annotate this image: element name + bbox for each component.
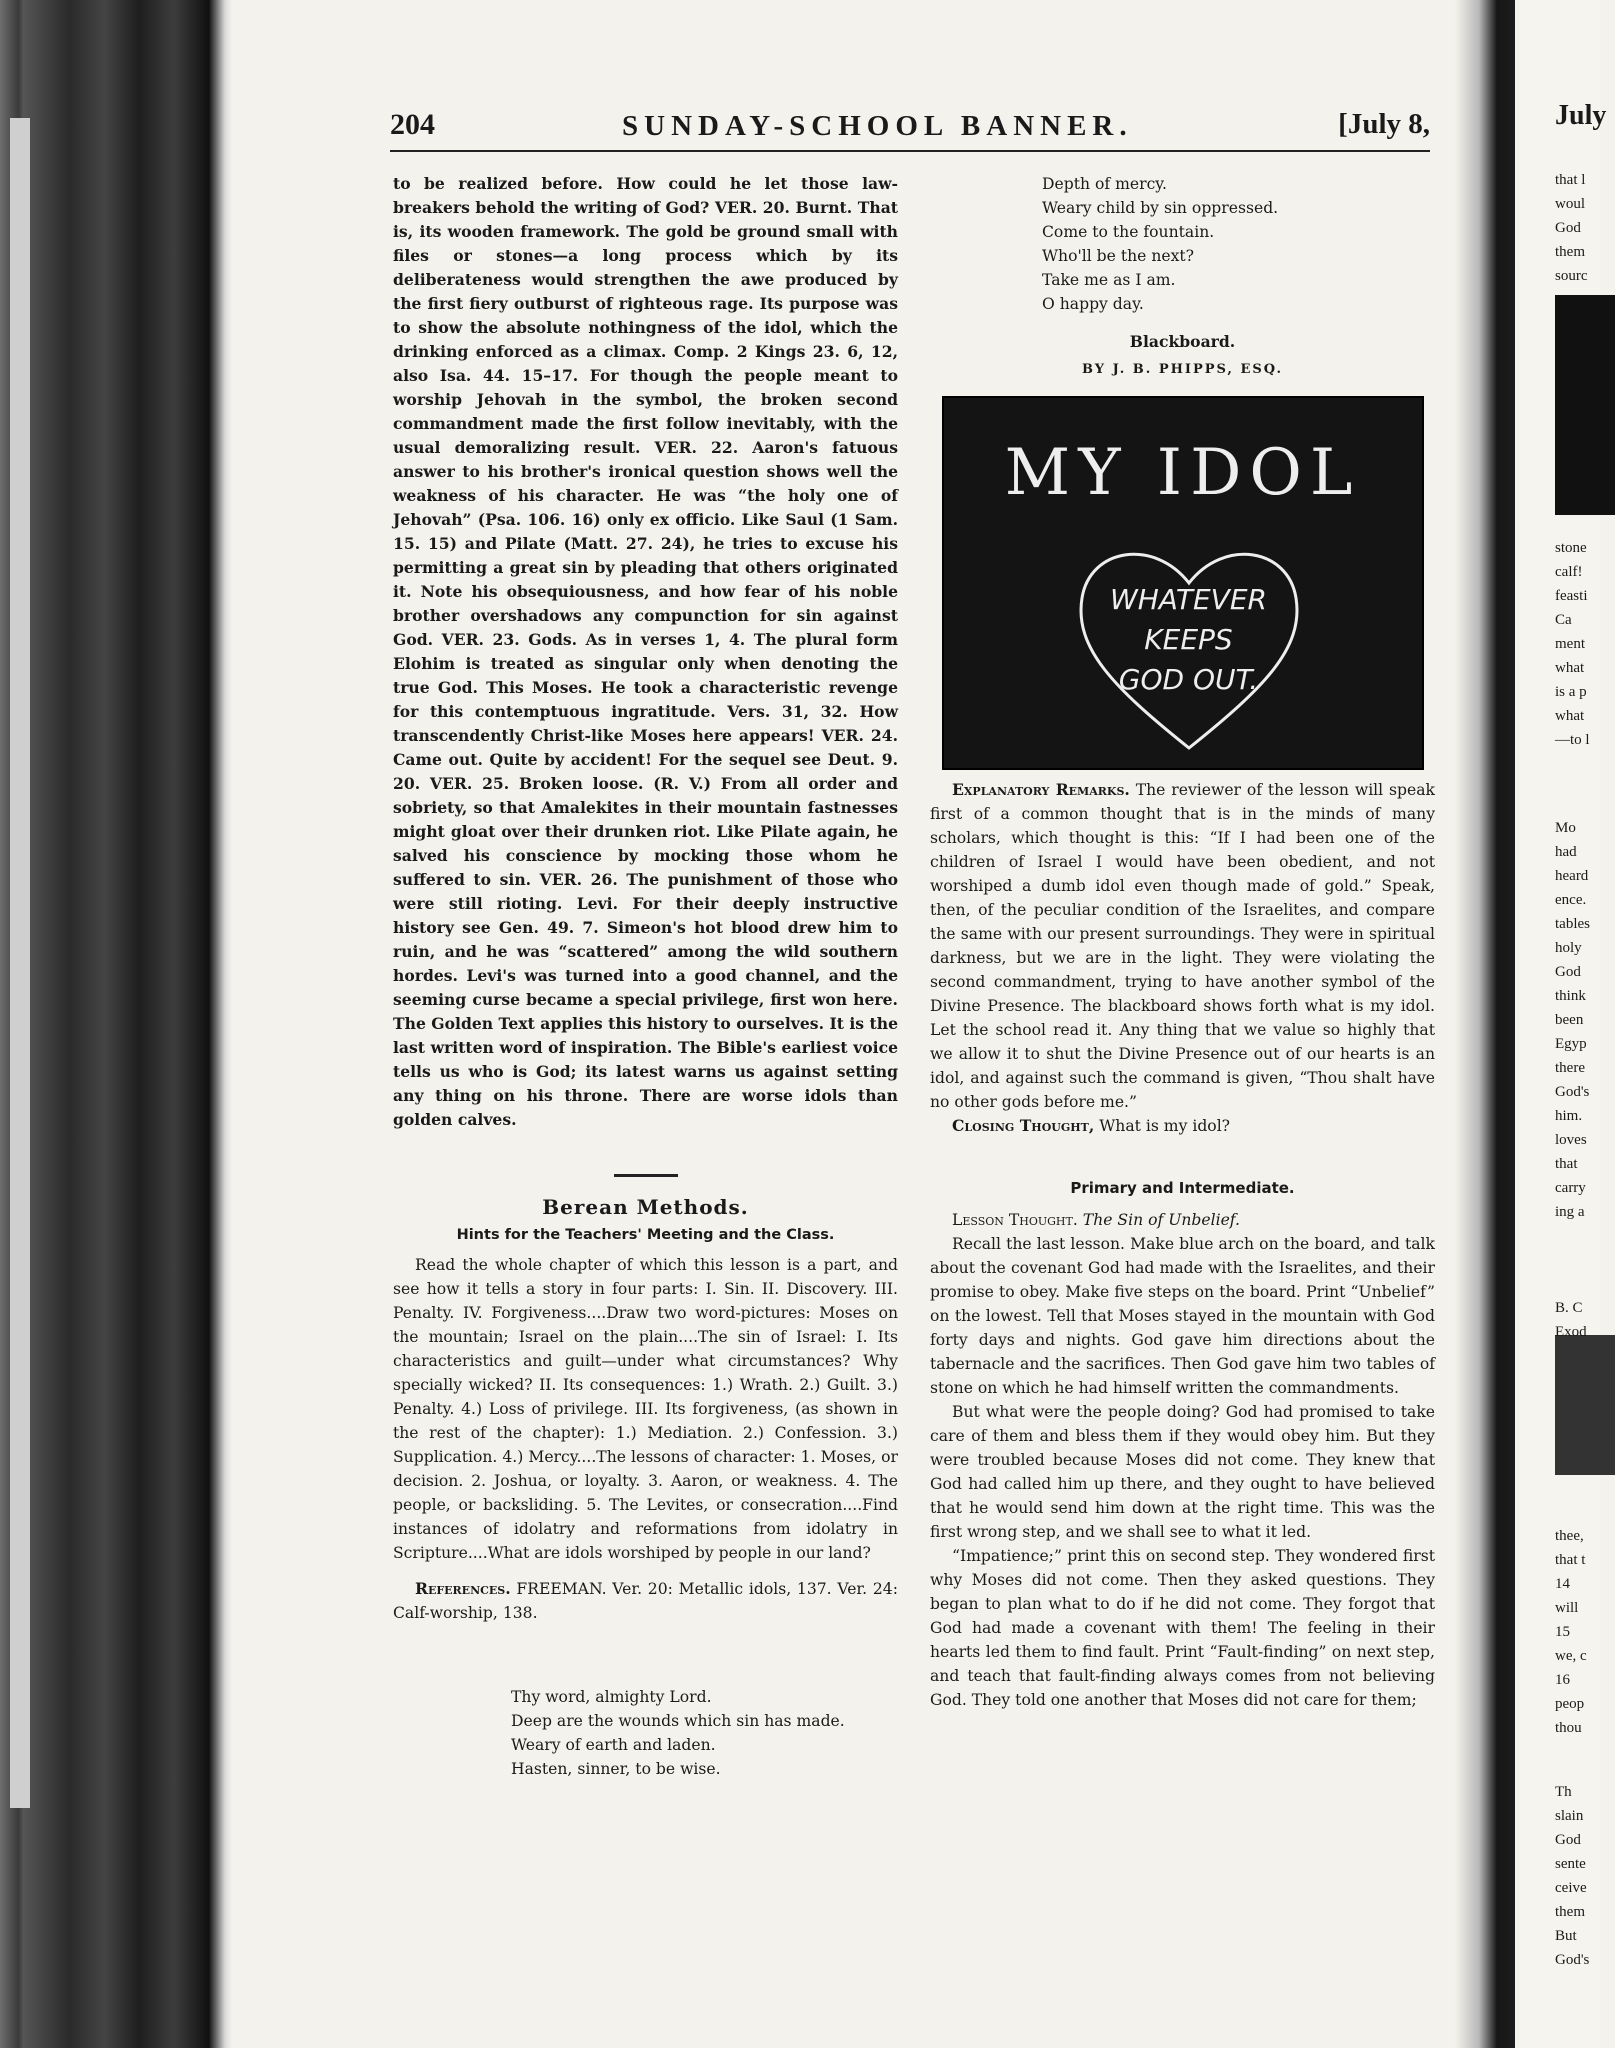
spine-edge	[10, 118, 30, 1808]
facing-page-line: ceive	[1555, 1880, 1587, 1896]
facing-page-line: will	[1555, 1600, 1579, 1616]
facing-page-line: loves	[1555, 1132, 1587, 1148]
heart-text	[1074, 580, 1304, 700]
heart-line: KEEPS	[1144, 623, 1233, 656]
facing-page-line: ing a	[1555, 1204, 1585, 1220]
facing-page-line: God	[1555, 1832, 1581, 1848]
facing-page-line: stone	[1555, 540, 1587, 556]
lesson-title: The Sin of Unbelief.	[1082, 1211, 1240, 1229]
facing-page-line: been	[1555, 1012, 1584, 1028]
facing-page-line: him.	[1555, 1108, 1583, 1124]
facing-page-image	[1555, 1335, 1615, 1475]
facing-page-line: Egyp	[1555, 1036, 1587, 1052]
primary-paragraph: Recall the last lesson. Make blue arch on the board, and talk about the covenant God had made with the Israelites, and their promise to obey. Make five steps on the board. Print “Unbelief” on the lowest. Tell that Moses stayed in the mountain with God forty days and nights. God gave him directions about the tabernacle and the sacrifices. Then God gave him two tables of stone on which he had himself written the commandments.	[930, 1235, 1435, 1397]
right-column	[930, 172, 1435, 1712]
running-title: SUNDAY-SCHOOL BANNER.	[622, 110, 1133, 142]
facing-page-line: there	[1555, 1060, 1585, 1076]
facing-page-line: slain	[1555, 1808, 1584, 1824]
facing-page-line: calf!	[1555, 564, 1583, 580]
explanatory-label: Explanatory Remarks.	[952, 780, 1130, 799]
facing-page-line: that	[1555, 1156, 1578, 1172]
header-rule	[390, 150, 1430, 152]
facing-page-line: ment	[1555, 636, 1585, 652]
facing-page-line: we, c	[1555, 1648, 1587, 1664]
facing-page-line: God's	[1555, 1952, 1590, 1968]
facing-page-line: that t	[1555, 1552, 1586, 1568]
facing-page-line: what	[1555, 708, 1585, 724]
facing-page-line: B. C	[1555, 1300, 1583, 1316]
hymn-line: Thy word, almighty Lord.	[511, 1688, 712, 1706]
facing-page-line: thee,	[1555, 1528, 1584, 1544]
facing-page-line: sente	[1555, 1856, 1586, 1872]
section-divider	[614, 1174, 678, 1177]
facing-page-line: Ca	[1555, 612, 1572, 628]
hymn-line: O happy day.	[1042, 295, 1144, 313]
facing-page-line: tables	[1555, 916, 1590, 932]
hymn-list-left	[511, 1685, 898, 1781]
facing-page-line: Mo	[1555, 820, 1576, 836]
hymn-line: Hasten, sinner, to be wise.	[511, 1760, 721, 1778]
page-gutter	[1455, 0, 1515, 2048]
commentary-paragraph: to be realized before. How could he let those law-breakers behold the writing of God? VER. 20. Burnt. That is, its wooden framework. The gold be ground small with files or stones—a long process which by its deliberateness would strengthen the awe produced by the first fiery outburst of righteous rage. Its purpose was to show the absolute nothingness of the idol, which the drinking enforced as a climax. Comp. 2 Kings 23. 6, 12, also Isa. 44. 15–17. For though the people meant to worship Jehovah in the symbol, the broken second commandment made the first follow inevitably, with the usual demoralizing result. VER. 22. Aaron's fatuous answer to his brother's ironical question shows well the weakness of his character. He was “the holy one of Jehovah” (Psa. 106. 16) only ex officio. Like Saul (1 Sam. 15. 15) and Pilate (Matt. 27. 24), he tries to excuse his permitting a great sin by pleading that others originated it. Note his obsequiousness, and how fear of his noble brother overshadows any compunction for sin against God. VER. 23. Gods. As in verses 1, 4. The plural form Elohim is treated as singular only when denoting the true God. This Moses. He took a characteristic revenge for this contemptuous ingratitude. Vers. 31, 32. How transcendently Christ-like Moses here appears! VER. 24. Came out. Quite by accident! For the sequel see Deut. 9. 20. VER. 25. Broken loose. (R. V.) From all order and sobriety, so that Amalekites in their mountain fastnesses might gloat over their drunken riot. Like Pilate again, he salved his conscience by mocking those whom he suffered to sin. VER. 26. The punishment of those who were still rioting. Levi. For their deeply instructive history see Gen. 49. 7. Simeon's hot blood drew him to ruin, and he was “scattered” among the wild southern hordes. Levi's was turned into a good channel, and the seeming curse became a special privilege, first won here. The Golden Text applies this history to ourselves. It is the last written word of inspiration. The Bible's earliest voice tells us who is God; its latest warns us against setting any thing on his throne. There are worse idols than golden calves.	[393, 174, 898, 1129]
primary-paragraph: “Impatience;” print this on second step. They wondered first why Moses did not come. Then they asked questions. They began to plan what to do if he did not come. They forgot that God had made a covenant with them! The feeling in their hearts led them to find fault. Print “Fault-finding” on next step, and teach that fault-finding always comes from not believing God. They told one another that Moses did not care for them;	[930, 1547, 1435, 1709]
heart-line: GOD OUT.	[1118, 663, 1259, 696]
primary-paragraph: But what were the people doing? God had promised to take care of them and bless them if they would obey him. But they were troubled because Moses did not come. They knew that God had called him up there, and they ought to have believed that he would send him down at the right time. This was the first wrong step, and we shall see to what it led.	[930, 1403, 1435, 1541]
left-column	[393, 172, 898, 1781]
blackboard-title: MY IDOL	[1004, 436, 1361, 510]
lesson-label: Lesson Thought.	[952, 1211, 1078, 1229]
facing-page-line: But	[1555, 1928, 1577, 1944]
facing-page-image	[1555, 295, 1615, 515]
methods-paragraph: Read the whole chapter of which this lesson is a part, and see how it tells a story in four parts: I. Sin. II. Discovery. III. Penalty. IV. Forgiveness....Draw two word-pictures: Moses on the mountain; Israel on the plain....The sin of Israel: I. Its characteristics and guilt—under what circumstances? Why specially wicked? II. Its consequences: 1.) Wrath. 2.) Guilt. 3.) Penalty. 4.) Loss of privilege. III. Its forgiveness, (as shown in the rest of the chapter): 1.) Mediation. 2.) Confession. 3.) Supplication. 4.) Mercy....The lessons of character: 1. Moses, or decision. 2. Joshua, or loyalty. 3. Aaron, or weakness. 4. The people, or backsliding. 5. The Levites, or consecration....Find instances of idolatry and reformations from idolatry in Scripture....What are idols worshiped by people in our land?	[393, 1256, 898, 1562]
primary-heading: Primary and Intermediate.	[1070, 1179, 1295, 1197]
berean-methods-title: Berean Methods.	[542, 1195, 749, 1219]
hymn-line: Depth of mercy.	[1042, 175, 1167, 193]
heart-shape	[1074, 528, 1304, 758]
explanatory-text: The reviewer of the lesson will speak first of a common thought that is in the minds of many scholars, which thought is this: “If I had been one of the children of Israel I would have been obedient, and not worshiped a dumb idol even though made of gold.” Speak, then, of the peculiar condition of the Israelites, and compare the same with our present surroundings. They were in spiritual darkness, but we are in the light. They were violating the second commandment, trying to have another symbol of the Divine Presence. The blackboard shows forth what is my idol. Let the school read it. Any thing that we value so highly that we allow it to shut the Divine Presence out of our hearts is an idol, and against such the command is given, “Thou shalt have no other gods before me.”	[930, 781, 1435, 1111]
facing-page-line: that l	[1555, 172, 1586, 188]
facing-page-line: carry	[1555, 1180, 1586, 1196]
hymn-list-right	[1042, 172, 1435, 316]
facing-page-line: peop	[1555, 1696, 1585, 1712]
page-number: 204	[390, 108, 435, 141]
references-paragraph	[393, 1577, 898, 1625]
lesson-thought	[930, 1208, 1435, 1232]
facing-page-line: God's	[1555, 1084, 1590, 1100]
closing-text: What is my idol?	[1099, 1117, 1231, 1135]
blackboard-heading: Blackboard.	[1129, 332, 1236, 351]
page-header	[390, 108, 1430, 148]
facing-page-line: what	[1555, 660, 1585, 676]
facing-page-line: —to l	[1555, 732, 1590, 748]
facing-page-line: God	[1555, 964, 1581, 980]
facing-page-line: Th	[1555, 1784, 1572, 1800]
facing-page-line: them	[1555, 244, 1585, 260]
facing-page-line: God	[1555, 220, 1581, 236]
hymn-line: Weary of earth and laden.	[511, 1736, 716, 1754]
facing-page-line: holy	[1555, 940, 1582, 956]
facing-page-line: feasti	[1555, 588, 1588, 604]
closing-label: Closing Thought,	[952, 1116, 1095, 1135]
facing-page-line: 14	[1555, 1576, 1570, 1592]
facing-page-line: is a p	[1555, 684, 1587, 700]
blackboard-byline: BY J. B. PHIPPS, ESQ.	[1082, 362, 1283, 377]
berean-methods-subtitle: Hints for the Teachers' Meeting and the Class.	[456, 1227, 835, 1243]
facing-page-line: 16	[1555, 1672, 1570, 1688]
facing-page-line: them	[1555, 1904, 1585, 1920]
explanatory-remarks	[930, 778, 1435, 1114]
hymn-line: Weary child by sin oppressed.	[1042, 199, 1279, 217]
heart-line: WHATEVER	[1110, 583, 1267, 616]
blackboard-illustration	[942, 396, 1424, 770]
references-label: References.	[415, 1579, 511, 1598]
facing-page-line: ence.	[1555, 892, 1587, 908]
facing-page-line: think	[1555, 988, 1586, 1004]
facing-page-line: 15	[1555, 1624, 1570, 1640]
facing-page-line: had	[1555, 844, 1577, 860]
hymn-line: Who'll be the next?	[1042, 247, 1195, 265]
hymn-line: Take me as I am.	[1042, 271, 1176, 289]
hymn-line: Deep are the wounds which sin has made.	[511, 1712, 845, 1730]
facing-page-line: thou	[1555, 1720, 1582, 1736]
facing-page-line: woul	[1555, 196, 1585, 212]
facing-page-line: Exod	[1555, 1324, 1587, 1340]
closing-thought	[930, 1114, 1435, 1138]
hymn-line: Come to the fountain.	[1042, 223, 1215, 241]
book-spine	[0, 0, 232, 2048]
facing-page-line: sourc	[1555, 268, 1588, 284]
facing-page	[1515, 0, 1607, 2048]
facing-page-line: heard	[1555, 868, 1589, 884]
issue-date: [July 8,	[1338, 108, 1430, 140]
facing-page-header: July	[1555, 100, 1607, 131]
references-text: FREEMAN. Ver. 20: Metallic idols, 137. Ver. 24: Calf-worship, 138.	[393, 1580, 898, 1622]
